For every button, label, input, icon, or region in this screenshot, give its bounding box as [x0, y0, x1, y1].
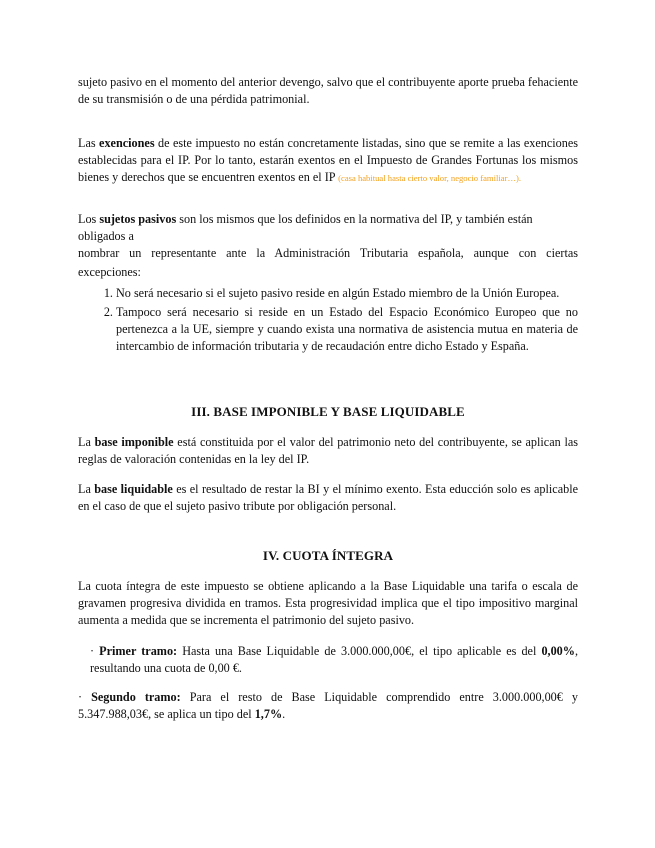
bold-term: base liquidable: [94, 482, 173, 496]
text: .: [282, 707, 286, 721]
list-item: 2. Tampoco será necesario si reside en un Estado del Espacio Económico Europeo que no pertenezca a la UE, siempre y cuando exista una normativa de asistencia mutua en materia de intercambio de información tributaria y de recaudación entre dicho Estado y España.: [116, 304, 578, 355]
paragraph-segundo-tramo: [78, 689, 578, 723]
section-heading-base: III. BASE IMPONIBLE Y BASE LIQUIDABLE: [191, 404, 465, 419]
paragraph-exenciones: [78, 135, 578, 187]
text: Los: [78, 212, 100, 226]
exceptions-list: [78, 285, 578, 355]
bold-term: base imponible: [94, 435, 174, 449]
text: Las: [78, 136, 100, 150]
paragraph-base-imponible: [78, 434, 578, 468]
section-heading-cuota: IV. CUOTA ÍNTEGRA: [262, 548, 394, 563]
text: La: [78, 482, 95, 496]
bold-term: Segundo tramo:: [91, 690, 181, 704]
bold-term: sujetos pasivos: [99, 212, 177, 226]
paragraph-primer-tramo: [90, 643, 578, 677]
paragraph-devengo: sujeto pasivo en el momento del anterior devengo, salvo que el contribuyente aporte prueba fehaciente de su transmisión o de una pérdida patrimonial.: [78, 75, 578, 106]
text: Para el resto de Base Liquidable comprendido entre 3.000.000,00€ y 5.347.988,03€, se aplica un tipo del: [78, 690, 578, 721]
bold-term: Primer tramo:: [99, 644, 178, 658]
paragraph-cuota-integra: La cuota íntegra de este impuesto se obtiene aplicando a la Base Liquidable una tarifa o escala de gravamen progresiva dividida en tramos. Esta progresividad implica que el tipo impositivo marginal aumenta a medida que se incrementa el patrimonio del sujeto pasivo.: [78, 579, 578, 627]
paragraph-base-liquidable: [78, 481, 578, 515]
text: es el resultado de restar la BI y el mínimo exento. Esta educción solo es aplicable en el caso de que el sujeto pasivo tribute por obligación personal.: [78, 482, 578, 513]
paragraph-sujetos-pasivos-line2: nombrar un representante ante la Administración Tributaria española, aunque con ciertas: [78, 246, 578, 260]
paragraph-sujetos-pasivos: [78, 211, 578, 245]
text: Hasta una Base Liquidable de 3.000.000,00€, el tipo aplicable es del: [177, 644, 542, 658]
text: La: [78, 435, 95, 449]
document-page: [78, 74, 578, 723]
text: , resultando una cuota de 0,00 €.: [90, 644, 578, 675]
bullet: ·: [78, 690, 92, 704]
list-item: 1. No será necesario si el sujeto pasivo reside en algún Estado miembro de la Unión Europea.: [116, 285, 578, 302]
rate-value: 1,7%: [254, 707, 283, 721]
text: son los mismos que los definidos en la normativa del IP, y también están obligados a: [78, 212, 533, 243]
text: está constituida por el valor del patrimonio neto del contribuyente, se aplican las reglas de valoración contenidas en la ley del IP.: [78, 435, 578, 466]
text: de este impuesto no están concretamente listadas, sino que se remite a las exenciones establecidas para el IP. Por lo tanto, estarán exentos en el Impuesto de Grandes Fortunas los mismos bienes y derechos que se encuentren exentos en el IP: [78, 136, 578, 184]
rate-value: 0,00%: [541, 644, 575, 658]
paragraph-sujetos-pasivos-line3: excepciones:: [78, 265, 141, 279]
bullet: ·: [90, 644, 100, 658]
bold-term: exenciones: [99, 136, 155, 150]
margin-note: (casa habitual hasta cierto valor, negocio familiar…).: [338, 173, 522, 183]
